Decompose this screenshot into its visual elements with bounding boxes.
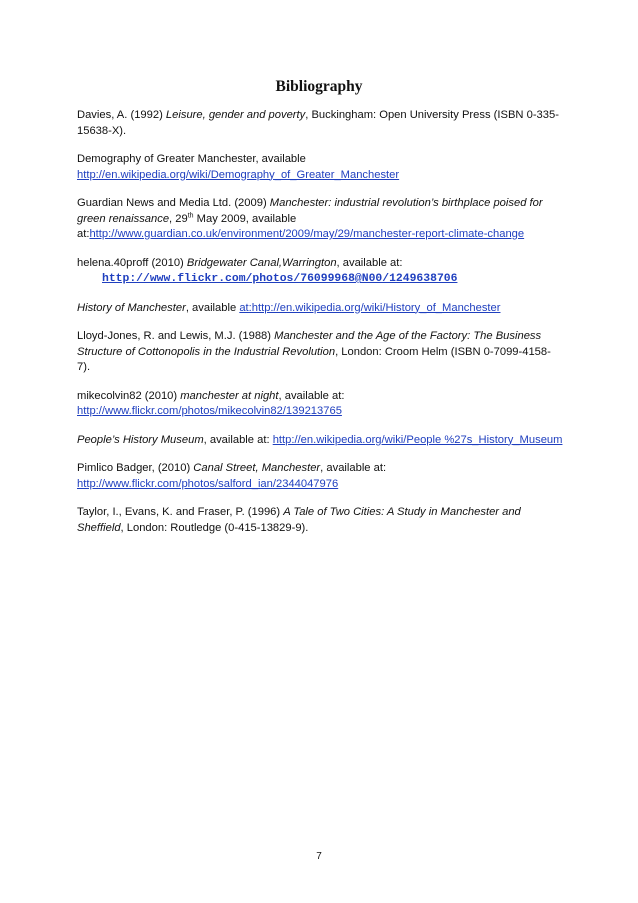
entry-author: Guardian News and Media Ltd. (2009) bbox=[77, 197, 270, 209]
bibliography-entry-helena bbox=[77, 256, 563, 288]
bibliography-entry-davies bbox=[77, 108, 563, 139]
bibliography-entry-guardian bbox=[77, 196, 563, 243]
entry-details: May 2009, available bbox=[193, 212, 297, 225]
entry-details: , available at: bbox=[203, 433, 273, 446]
entry-author: mikecolvin82 (2010) bbox=[77, 389, 181, 402]
page-title: Bibliography bbox=[275, 78, 363, 95]
entry-author: Davies, A. (1992) bbox=[77, 109, 166, 121]
bibliography-entry-peoples-museum bbox=[77, 433, 563, 449]
entry-details: , available at: bbox=[336, 256, 403, 269]
entry-author: Taylor, I., Evans, K. and Fraser, P. (1996) bbox=[77, 506, 284, 518]
page-number: 7 bbox=[316, 851, 322, 862]
entry-link[interactable]: at:http://en.wikipedia.org/wiki/History_of_Manchester bbox=[239, 301, 501, 314]
entry-link[interactable]: http://www.guardian.co.uk/environment/2009/may/29/manchester-report-climate-change bbox=[89, 228, 525, 240]
entry-author: Lloyd-Jones, R. and Lewis, M.J. (1988) bbox=[77, 330, 275, 342]
bibliography-entry-mikecolvin bbox=[77, 389, 563, 420]
entry-details: , London: Croom Helm (ISBN 0-7099-4158-7). bbox=[77, 345, 551, 373]
entry-title: Bridgewater Canal,Warrington bbox=[186, 256, 337, 269]
entry-title: manchester at night bbox=[180, 389, 279, 402]
entry-details: , Buckingham: Open University Press (ISBN 0-335-15638-X). bbox=[77, 109, 559, 137]
entry-title: A Tale of Two Cities: A Study in Manchester and Sheffield bbox=[77, 506, 521, 534]
bibliography-entry-lloyd-jones bbox=[77, 329, 563, 376]
entry-details: , available at: bbox=[320, 462, 387, 474]
entry-details: , London: Routledge (0-415-13829-9). bbox=[120, 521, 309, 534]
entry-details: , available bbox=[185, 301, 240, 314]
entry-link[interactable]: http://en.wikipedia.org/wiki/People %27s_History_Museum bbox=[272, 433, 563, 446]
entry-link[interactable]: http://www.flickr.com/photos/mikecolvin82/139213765 bbox=[77, 405, 342, 417]
entry-title: Manchester and the Age of the Factory: The Business Structure of Cottonopolis in the Industrial Revolution bbox=[77, 330, 542, 358]
bibliography-entry-pimlico bbox=[77, 461, 563, 492]
entry-date-suffix: th bbox=[187, 211, 194, 219]
entry-title: Leisure, gender and poverty bbox=[165, 109, 306, 121]
entry-title: Manchester: industrial revolution’s birthplace poised for green renaissance bbox=[77, 197, 543, 225]
entry-link[interactable]: http://en.wikipedia.org/wiki/Demography_of_Greater_Manchester bbox=[77, 168, 400, 181]
entry-author: helena.40proff (2010) bbox=[77, 256, 187, 269]
entry-title: People’s History Museum bbox=[77, 433, 204, 446]
bibliography-list bbox=[77, 108, 563, 549]
entry-details: , available at: bbox=[278, 389, 345, 402]
entry-author: Pimlico Badger, (2010) bbox=[77, 462, 194, 474]
entry-link[interactable]: http://www.flickr.com/photos/salford_ian/2344047976 bbox=[77, 477, 339, 490]
entry-link[interactable]: http://www.flickr.com/photos/76099968@N00/1249638706 bbox=[102, 273, 458, 285]
entry-date: , 29 bbox=[169, 212, 188, 225]
bibliography-entry-demography bbox=[77, 152, 563, 183]
entry-title: History of Manchester bbox=[77, 301, 186, 314]
entry-at-label: at: bbox=[77, 228, 90, 240]
entry-details: Demography of Greater Manchester, available bbox=[77, 153, 306, 165]
entry-title: Canal Street, Manchester bbox=[193, 462, 321, 474]
bibliography-entry-taylor bbox=[77, 505, 563, 536]
bibliography-entry-history bbox=[77, 301, 563, 317]
